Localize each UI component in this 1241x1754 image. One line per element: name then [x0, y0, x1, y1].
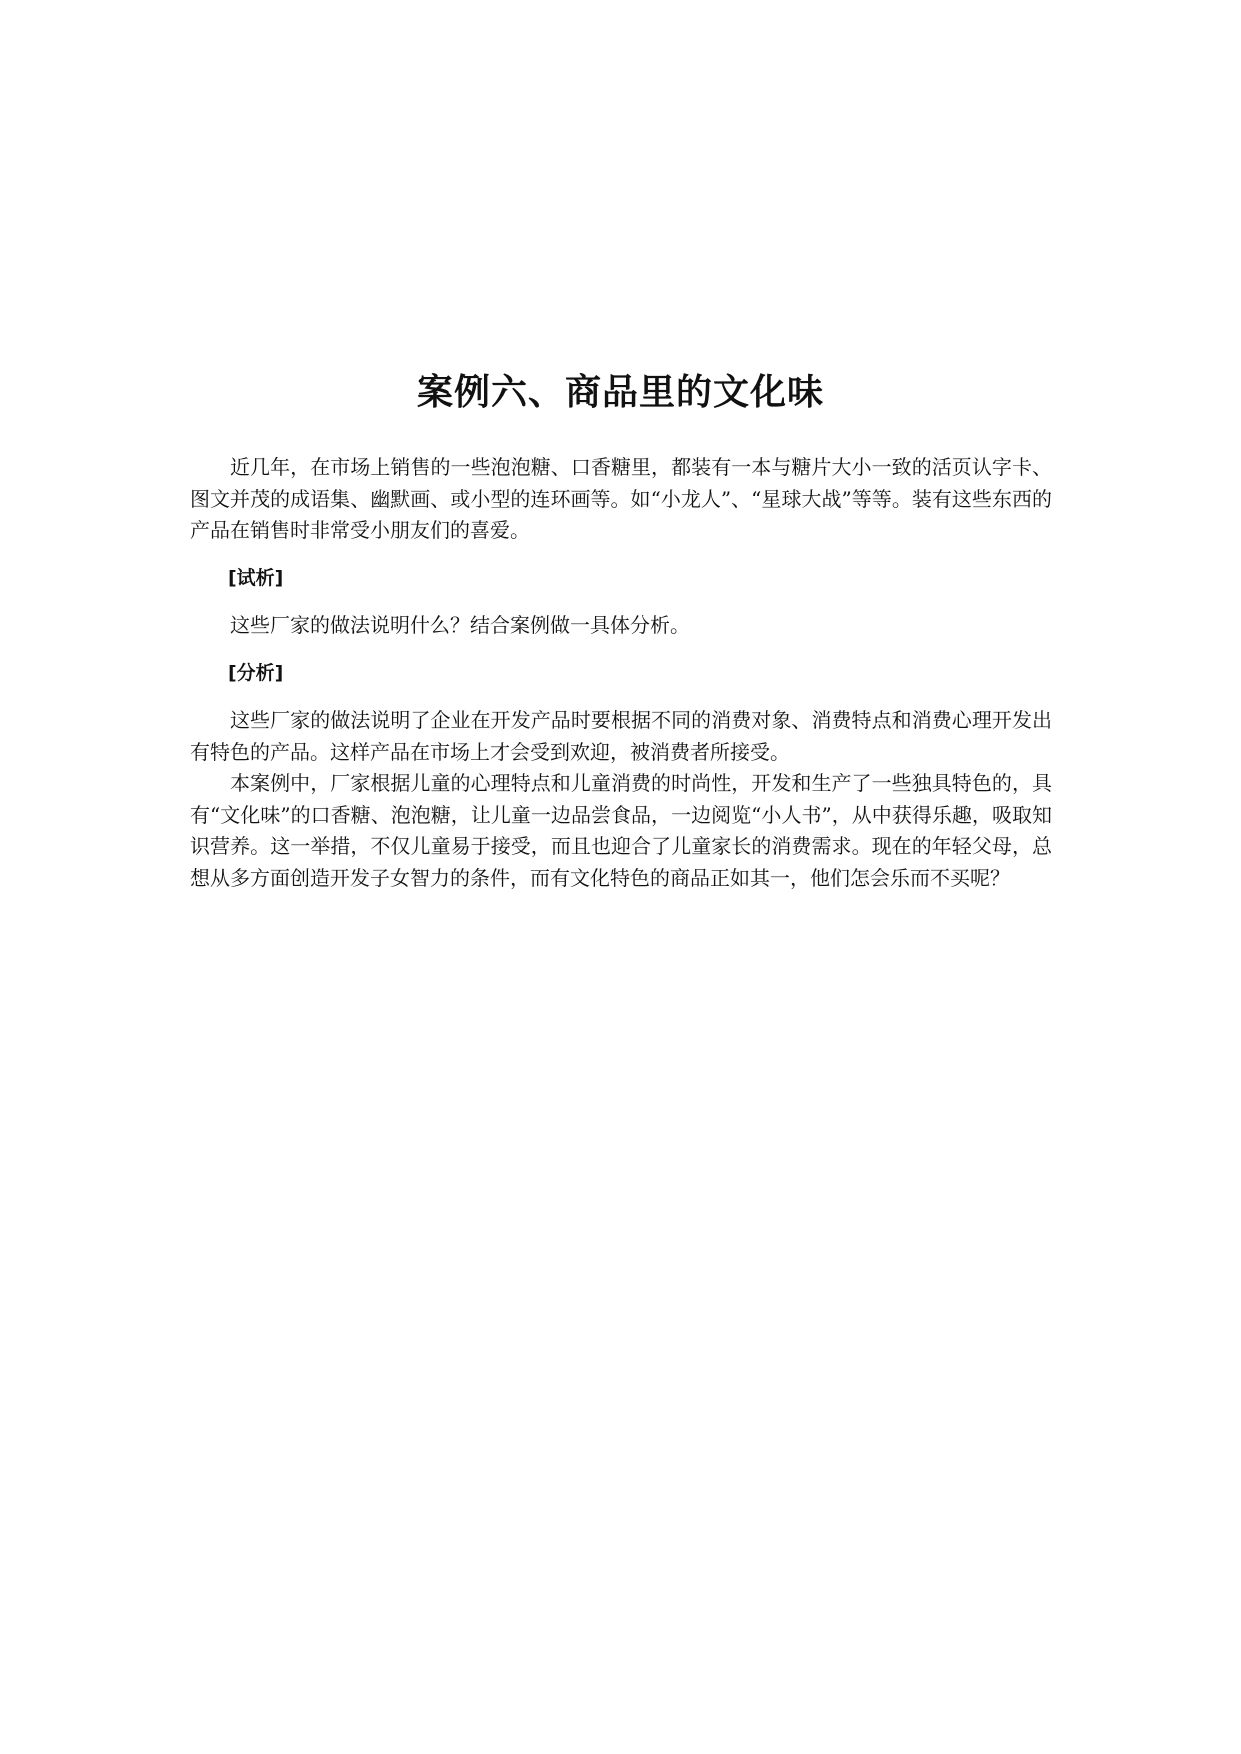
spacer [190, 689, 1052, 705]
spacer [190, 642, 1052, 658]
spacer [190, 547, 1052, 563]
question-heading: [试析] [228, 566, 284, 589]
analysis-heading: [分析] [228, 661, 284, 684]
analysis-paragraph: 本案例中，厂家根据儿童的心理特点和儿童消费的时尚性，开发和生产了一些独具特色的，具有“文化味”的口香糖、泡泡糖，让儿童一边品尝食品，一边阅览“小人书”，从中获得乐趣，吸取知识营养。这一举措，不仅儿童易于接受，而且也迎合了儿童家长的消费需求。现在的年轻父母，总想从多方面创造开发子女智力的条件，而有文化特色的商品正如其一，他们怎会乐而不买呢？ [190, 771, 1052, 890]
question-paragraph: 这些厂家的做法说明什么？结合案例做一具体分析。 [230, 613, 690, 637]
document-title: 案例六、商品里的文化味 [416, 371, 824, 413]
document-body [190, 452, 1052, 894]
spacer [190, 594, 1052, 610]
intro-paragraph: 近几年，在市场上销售的一些泡泡糖、口香糖里，都装有一本与糖片大小一致的活页认字卡、图文并茂的成语集、幽默画、或小型的连环画等。如“小龙人”、“星球大战”等等。装有这些东西的产品在销售时非常受小朋友们的喜爱。 [190, 455, 1052, 542]
analysis-paragraph: 这些厂家的做法说明了企业在开发产品时要根据不同的消费对象、消费特点和消费心理开发出有特色的产品。这样产品在市场上才会受到欢迎，被消费者所接受。 [190, 708, 1052, 764]
